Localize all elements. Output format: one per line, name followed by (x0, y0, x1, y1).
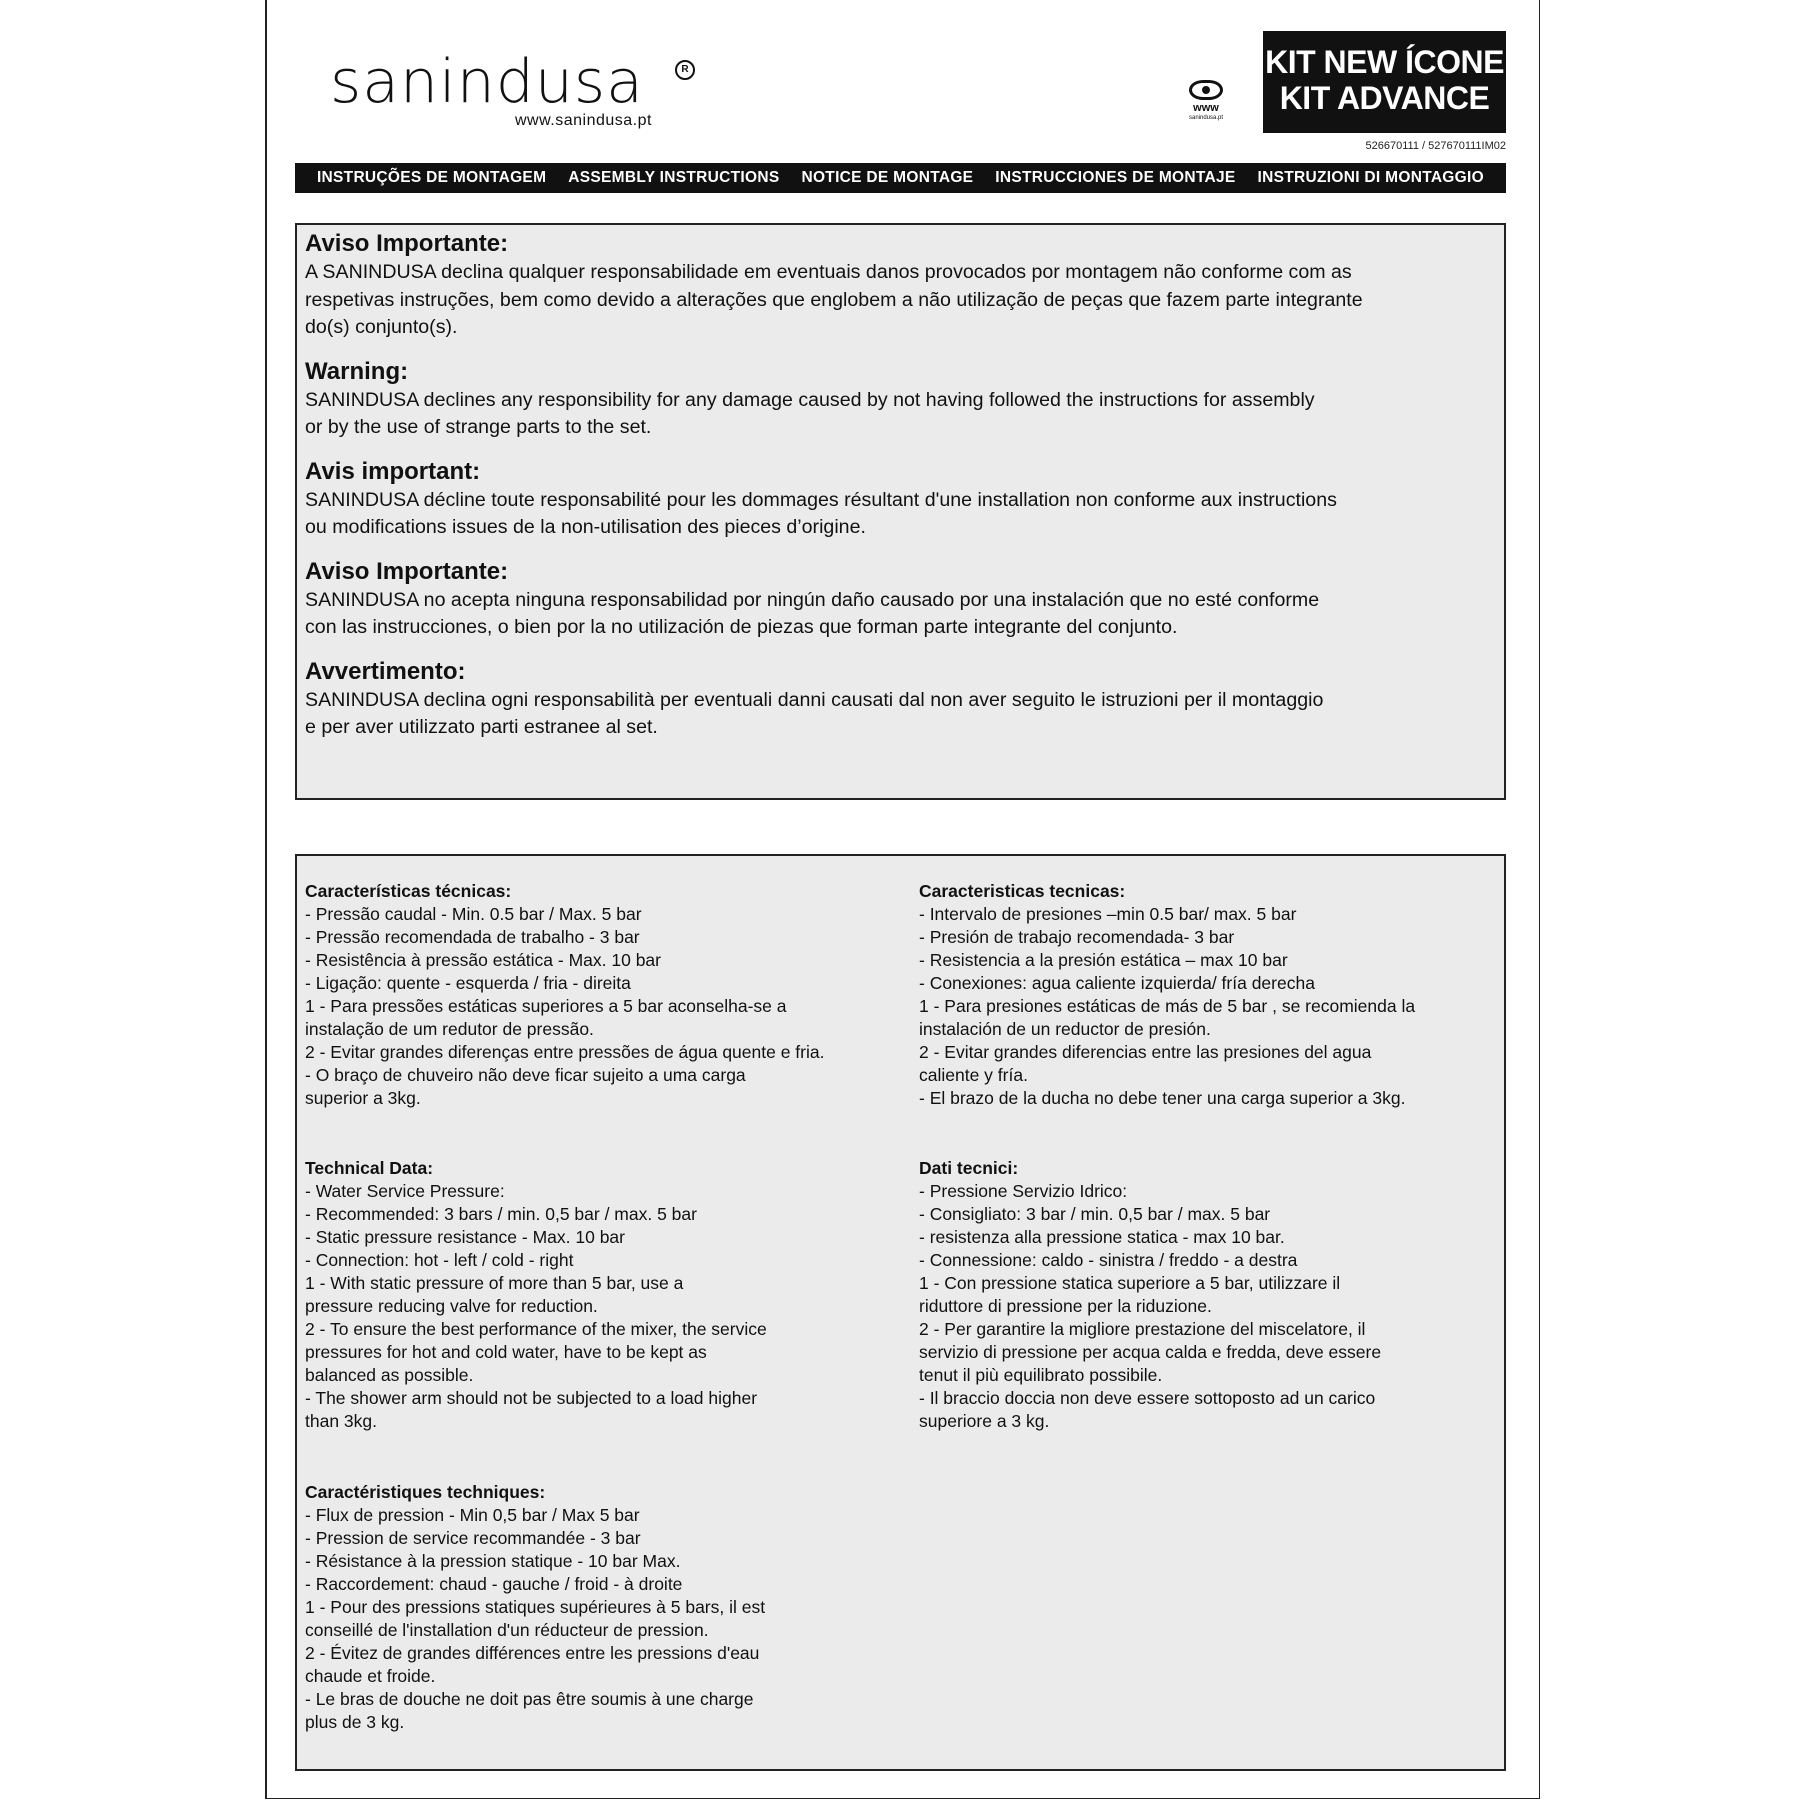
warning-box (295, 223, 1506, 800)
tech-line: 1 - Pour des pressions statiques supérieures à 5 bars, il est (305, 1597, 766, 1617)
warning-text: SANINDUSA décline toute responsabilité pour les dommages résultant d'une installation non conforme aux instructions ou modifications issues de la non-utilisation des pieces d’origine. (305, 488, 1337, 538)
document-code: 526670111 / 527670111IM02 (1365, 140, 1506, 152)
web-icon (1176, 80, 1236, 130)
tech-line: 1 - Para presiones estáticas de más de 5 bar , se recomienda la (919, 996, 1416, 1016)
tech-line: chaude et froide. (305, 1666, 436, 1686)
website-url: www.sanindusa.pt (515, 112, 652, 129)
tech-line: 2 - Évitez de grandes différences entre les pressions d'eau (305, 1643, 760, 1663)
tech-line: - Pressão recomendada de trabalho - 3 bar (305, 927, 640, 947)
tech-lines (919, 903, 1519, 1110)
product-title-line2: KIT ADVANCE (1279, 80, 1490, 116)
tech-line: - Connessione: caldo - sinistra / freddo - a destra (919, 1250, 1298, 1270)
tech-section-pt (305, 880, 905, 1110)
tech-title: Caracteristicas tecnicas: (919, 881, 1126, 901)
tech-line: - O braço de chuveiro não deve ficar sujeito a uma carga (305, 1065, 746, 1085)
tech-line: - Intervalo de presiones –min 0.5 bar/ max. 5 bar (919, 904, 1297, 924)
tech-line: riduttore di pressione per la riduzione. (919, 1296, 1212, 1316)
tech-line: superior a 3kg. (305, 1088, 421, 1108)
tech-line: - Recommended: 3 bars / min. 0,5 bar / max. 5 bar (305, 1204, 697, 1224)
warning-text: A SANINDUSA declina qualquer responsabilidade em eventuais danos provocados por montagem não conforme com as respetivas instruções, bem como devido a alterações que englobem a não utilização de peças que fazem parte integrante do(s) conjunto(s). (305, 261, 1363, 338)
tech-line: 2 - Evitar grandes diferenças entre pressões de água quente e fria. (305, 1042, 825, 1062)
warning-title: Avis important: (305, 457, 481, 485)
warning-title: Avvertimento: (305, 657, 466, 685)
nav-item-pt: INSTRUÇÕES DE MONTAGEM (316, 169, 547, 186)
warning-fr (305, 457, 1496, 542)
tech-line: instalación de un reductor de presión. (919, 1019, 1211, 1039)
tech-line: - Raccordement: chaud - gauche / froid - à droite (305, 1574, 683, 1594)
tech-line: - Résistance à la pression statique - 10 bar Max. (305, 1551, 681, 1571)
product-title-box (1263, 31, 1506, 133)
nav-item-en: ASSEMBLY INSTRUCTIONS (568, 169, 780, 186)
tech-line: - The shower arm should not be subjected to a load higher (305, 1388, 758, 1408)
instructions-language-bar (295, 163, 1506, 193)
warning-pt (305, 229, 1496, 342)
web-icon-domain: sanindusa.pt (1188, 115, 1224, 121)
tech-section-es (919, 880, 1519, 1110)
tech-line: - Ligação: quente - esquerda / fria - direita (305, 973, 631, 993)
tech-line: - Il braccio doccia non deve essere sottoposto ad un carico (919, 1388, 1376, 1408)
tech-line: - Resistencia a la presión estática – max 10 bar (919, 950, 1288, 970)
tech-line: balanced as possible. (305, 1365, 474, 1385)
registered-mark: R (675, 60, 695, 80)
tech-line: caliente y fría. (919, 1065, 1028, 1085)
technical-data-box (295, 854, 1506, 1771)
tech-line: - Presión de trabajo recomendada- 3 bar (919, 927, 1235, 947)
tech-section-it (919, 1157, 1519, 1433)
tech-line: tenut il più equilibrato possibile. (919, 1365, 1163, 1385)
tech-line: 1 - With static pressure of more than 5 bar, use a (305, 1273, 684, 1293)
tech-line: - El brazo de la ducha no debe tener una carga superior a 3kg. (919, 1088, 1406, 1108)
tech-line: pressures for hot and cold water, have to be kept as (305, 1342, 707, 1362)
tech-line: - Water Service Pressure: (305, 1181, 505, 1201)
tech-line: pressure reducing valve for reduction. (305, 1296, 598, 1316)
tech-line: than 3kg. (305, 1411, 377, 1431)
tech-line: - Le bras de douche ne doit pas être soumis à une charge (305, 1689, 754, 1709)
warning-title: Warning: (305, 357, 409, 385)
warning-text: SANINDUSA no acepta ninguna responsabilidad por ningún daño causado por una instalación que no esté conforme con las instrucciones, o bien por la no utilización de piezas que forman parte integrante del conjunto. (305, 588, 1320, 638)
nav-item-es: INSTRUCCIONES DE MONTAJE (995, 169, 1236, 186)
tech-lines (305, 903, 905, 1110)
tech-section-fr (305, 1481, 905, 1734)
tech-line: superiore a 3 kg. (919, 1411, 1050, 1431)
tech-line: 2 - To ensure the best performance of the mixer, the service (305, 1319, 767, 1339)
tech-line: plus de 3 kg. (305, 1712, 405, 1732)
tech-title: Dati tecnici: (919, 1158, 1019, 1178)
tech-line: 1 - Para pressões estáticas superiores a 5 bar aconselha-se a (305, 996, 787, 1016)
tech-lines (305, 1504, 905, 1734)
tech-line: - Pressione Servizio Idrico: (919, 1181, 1128, 1201)
warning-it (305, 657, 1496, 742)
eye-icon (1189, 80, 1223, 100)
brand-logo (330, 47, 710, 142)
tech-line: - Flux de pression - Min 0,5 bar / Max 5 bar (305, 1505, 640, 1525)
tech-title: Technical Data: (305, 1158, 434, 1178)
tech-line: - Connection: hot - left / cold - right (305, 1250, 574, 1270)
tech-title: Características técnicas: (305, 881, 512, 901)
tech-line: - Pression de service recommandée - 3 bar (305, 1528, 641, 1548)
tech-lines (305, 1180, 905, 1433)
tech-line: - Resistência à pressão estática - Max. 10 bar (305, 950, 661, 970)
warning-title: Aviso Importante: (305, 557, 509, 585)
warning-title: Aviso Importante: (305, 230, 509, 257)
tech-line: - Static pressure resistance - Max. 10 bar (305, 1227, 625, 1247)
warning-es (305, 557, 1496, 642)
warning-text: SANINDUSA declines any responsibility for any damage caused by not having followed the instructions for assembly or by the use of strange parts to the set. (305, 388, 1315, 438)
warning-en (305, 357, 1496, 442)
tech-line: - Pressão caudal - Min. 0.5 bar / Max. 5 bar (305, 904, 642, 924)
tech-line: servizio di pressione per acqua calda e fredda, deve essere (919, 1342, 1382, 1362)
tech-lines (919, 1180, 1519, 1433)
tech-line: conseillé de l'installation d'un réducteur de pression. (305, 1620, 709, 1640)
tech-line: 2 - Evitar grandes diferencias entre las presiones del agua (919, 1042, 1372, 1062)
tech-line: 1 - Con pressione statica superiore a 5 bar, utilizzare il (919, 1273, 1341, 1293)
tech-line: instalação de um redutor de pressão. (305, 1019, 594, 1039)
product-title-line1: KIT NEW ÍCONE (1265, 44, 1504, 80)
tech-line: 2 - Per garantire la migliore prestazione del miscelatore, il (919, 1319, 1366, 1339)
nav-item-it: INSTRUZIONI DI MONTAGGIO (1257, 169, 1484, 186)
tech-line: - Consigliato: 3 bar / min. 0,5 bar / max. 5 bar (919, 1204, 1271, 1224)
tech-line: - Conexiones: agua caliente izquierda/ fría derecha (919, 973, 1315, 993)
tech-section-en (305, 1157, 905, 1433)
warning-text: SANINDUSA declina ogni responsabilità per eventuali danni causati dal non aver seguito le istruzioni per il montaggio e per aver utilizzato parti estranee al set. (305, 688, 1324, 738)
tech-title: Caractéristiques techniques: (305, 1482, 546, 1502)
web-icon-label: www (1193, 102, 1219, 114)
tech-line: - resistenza alla pressione statica - max 10 bar. (919, 1227, 1285, 1247)
nav-item-fr: NOTICE DE MONTAGE (801, 169, 974, 186)
brand-name: sanindusa (330, 47, 644, 117)
